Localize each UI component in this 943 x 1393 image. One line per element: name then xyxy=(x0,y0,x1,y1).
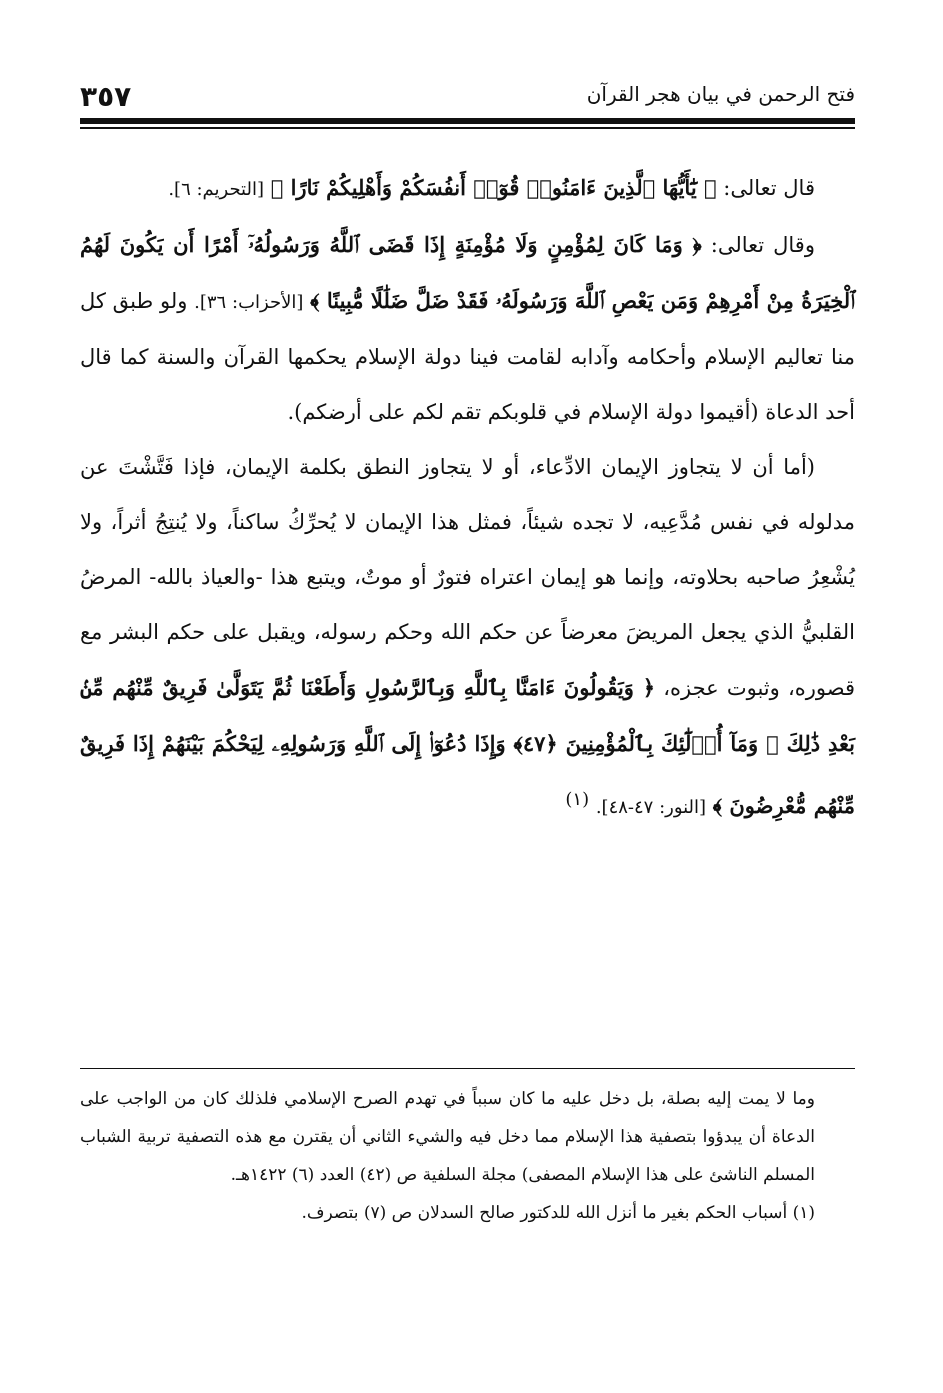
header-rule-thick xyxy=(80,118,855,124)
verse-reference-tahrim: [التحريم: ٦]. xyxy=(168,179,264,200)
paragraph-2-text: ولو طبق كل منا تعاليم الإسلام وأحكامه وآدابه لقامت فينا دولة الإسلام يحكمها القرآن والسنة كما قال أحد الدعاة (أقيموا دولة الإسلام في قلوبكم تقم لكم على أرضكم). xyxy=(80,289,855,424)
footnotes xyxy=(80,1080,815,1232)
verse-reference-ahzab: [الأحزاب: ٣٦]. xyxy=(194,292,304,313)
paragraph-2-intro: وقال تعالى: xyxy=(701,233,815,257)
paragraph-1 xyxy=(80,160,855,217)
footnote-continued: وما لا يمت إليه بصلة، بل دخل عليه ما كان سبباً في تهدم الصرح الإسلامي فلذلك كان من الواجب على الدعاة أن يبدؤوا بتصفية هذا الإسلام مما دخل فيه والشيء الثاني أن يقترن مع هذه التصفية تربية الشباب المسلم الناشئ على هذا الإسلام المصفى) مجلة السلفية ص (٤٢) العدد (٦) ١٤٢٢هـ. xyxy=(80,1089,815,1185)
header-rule-thin xyxy=(80,127,855,129)
verse-reference-nur: [النور: ٤٧-٤٨]. xyxy=(595,797,707,818)
quran-verse-nur: ﴿ وَيَقُولُونَ ءَامَنَّا بِٱللَّهِ وَبِٱلرَّسُولِ وَأَطَعْنَا ثُمَّ يَتَوَلَّىٰ فَرِيقٌ مِّنْهُم مِّنۢ بَعْدِ ذَٰلِكَ ۚ وَمَآ أُو۟لَٰٓئِكَ بِٱلْمُؤْمِنِينَ ﴿٤٧﴾ وَإِذَا دُعُوٓا۟ إِلَى ٱللَّهِ وَرَسُولِهِۦ لِيَحْكُمَ بَيْنَهُمْ إِذَا فَرِيقٌ مِّنْهُم مُّعْرِضُونَ ﴾ xyxy=(80,675,855,818)
page-number: ٣٥٧ xyxy=(80,80,132,113)
quran-verse-tahrim: ﴿ يَٰٓأَيُّهَا ٱلَّذِينَ ءَامَنُوا۟ قُوٓا۟ أَنفُسَكُمْ وَأَهْلِيكُمْ نَارًا ﴾ xyxy=(270,175,717,200)
footnote-marker: (١) xyxy=(565,789,590,810)
book-title: فتح الرحمن في بيان هجر القرآن xyxy=(586,82,855,106)
footnote-1: (١) أسباب الحكم بغير ما أنزل الله للدكتور صالح السدلان ص (٧) بتصرف. xyxy=(301,1203,815,1223)
page-header xyxy=(80,70,855,122)
paragraph-3-text: (أما أن لا يتجاوز الإيمان الادِّعاء، أو لا يتجاوز النطق بكلمة الإيمان، فإذا فَتَّشْتَ عن مدلوله في نفس مُدَّعِيه، لا تجده شيئاً، فمثل هذا الإيمان لا يُحرِّكُ ساكناً، ولا يُنتِجُ أثراً، ولا يُشْعِرُ صاحبه بحلاوته، وإنما هو إيمان اعتراه فتورٌ أو موتٌ، ويتبع هذا -والعياذ بالله- المرضُ القلبيُّ الذي يجعل المريضَ معرضاً عن حكم الله وحكم رسوله، ويقبل على حكم البشر مع قصوره، وثبوت عجزه، xyxy=(80,455,855,700)
main-text xyxy=(80,160,855,835)
footnote-divider xyxy=(80,1068,855,1069)
paragraph-2 xyxy=(80,217,855,440)
quran-verse-ahzab: ﴿ وَمَا كَانَ لِمُؤْمِنٍ وَلَا مُؤْمِنَةٍ إِذَا قَضَى ٱللَّهُ وَرَسُولُهُۥٓ أَمْرًا أَن يَكُونَ لَهُمُ ٱلْخِيَرَةُ مِنْ أَمْرِهِمْ وَمَن يَعْصِ ٱللَّهَ وَرَسُولَهُۥ فَقَدْ ضَلَّ ضَلَٰلًا مُّبِينًا ﴾ xyxy=(80,232,855,313)
paragraph-1-intro: قال تعالى: xyxy=(716,176,815,200)
paragraph-3 xyxy=(80,440,855,835)
